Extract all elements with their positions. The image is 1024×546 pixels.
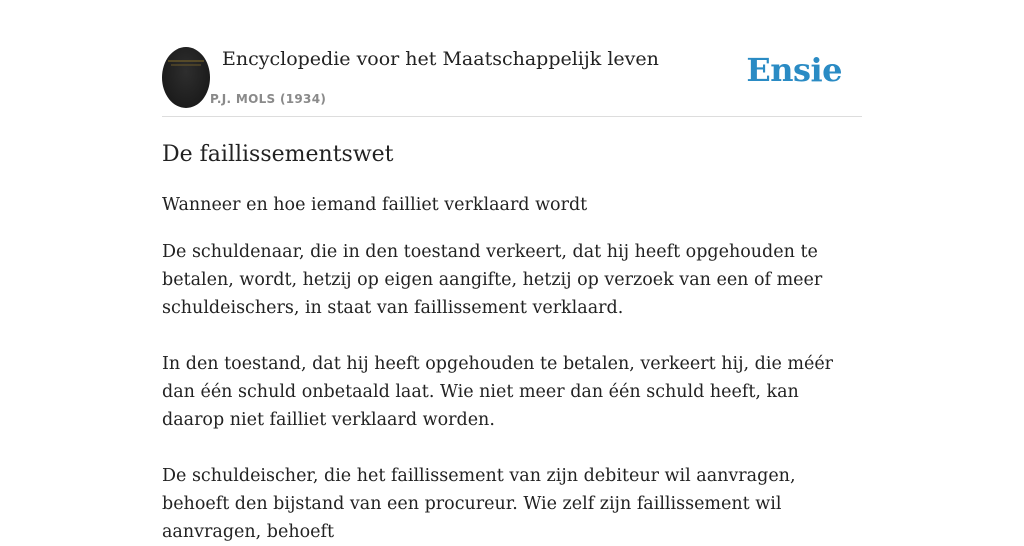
cover-title-band <box>168 60 204 62</box>
encyclopedia-title[interactable]: Encyclopedie voor het Maatschappelijk leven <box>222 48 659 70</box>
page-title: De faillissementswet <box>162 142 394 167</box>
author-label[interactable]: P.J. MOLS (1934) <box>210 92 327 106</box>
article-content <box>162 116 862 546</box>
ensie-logo[interactable]: Ensie <box>746 51 842 89</box>
article-subtitle: Wanneer en hoe iemand failliet verklaard wordt <box>162 195 588 215</box>
book-cover-image[interactable] <box>162 47 210 108</box>
page-header <box>162 46 862 117</box>
article-paragraph: In den toestand, dat hij heeft opgehouden te betalen, verkeert hij, die méér dan één schuld onbetaald laat. Wie niet meer dan één schuld heeft, kan daarop niet failliet verklaard worden. <box>162 354 834 430</box>
article-paragraph: De schuldeischer, die het faillissement van zijn debiteur wil aanvragen, behoeft den bijstand van een procureur. Wie zelf zijn faillissement wil aanvragen, behoeft <box>162 466 796 542</box>
article-paragraph: De schuldenaar, die in den toestand verkeert, dat hij heeft opgehouden te betalen, wordt, hetzij op eigen aangifte, hetzij op verzoek van een of meer schuldeischers, in staat van faillissement verklaard. <box>162 242 823 318</box>
cover-subtitle-band <box>171 64 201 66</box>
